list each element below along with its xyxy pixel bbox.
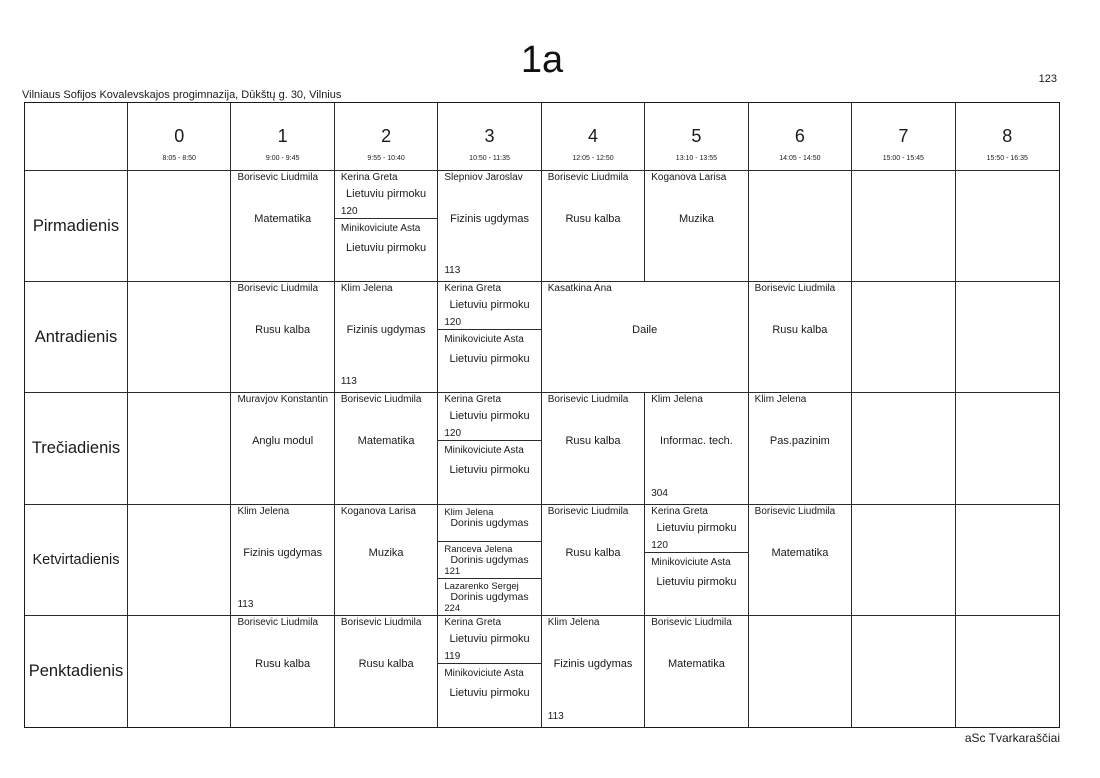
- room-number: 113: [340, 376, 357, 388]
- period-time: 10:50 - 11:35: [469, 155, 510, 162]
- lesson-cell: [645, 616, 748, 727]
- table-corner: [25, 103, 128, 171]
- lesson-group: [438, 663, 540, 727]
- lesson-group: [438, 393, 540, 440]
- teacher-name: Minikoviciute Asta: [340, 223, 421, 234]
- subject-name: Rusu kalba: [772, 324, 828, 337]
- room-number: 113: [547, 710, 564, 722]
- teacher-name: Koganova Larisa: [651, 172, 727, 183]
- lesson-cell: [438, 616, 541, 727]
- subject-name: Dorinis ugdymas: [450, 553, 529, 566]
- footer-credit: aSc Tvarkaraščiai: [964, 731, 1060, 745]
- lesson-cell: [542, 282, 749, 393]
- period-time: 9:55 - 10:40: [367, 155, 405, 162]
- subject-name: Lietuviu pirmoku: [449, 464, 530, 477]
- teacher-name: Borisevic Liudmila: [547, 394, 629, 406]
- empty-cell: [749, 616, 852, 727]
- period-number: 2: [381, 126, 392, 146]
- teacher-name: Klim Jelena: [444, 506, 494, 518]
- lesson-group: [645, 171, 747, 281]
- subject-name: Matematika: [357, 435, 415, 448]
- lesson-cell: [645, 171, 748, 282]
- empty-cell: [749, 171, 852, 282]
- room-number: 224: [444, 602, 461, 614]
- subject-name: Lietuviu pirmoku: [656, 575, 737, 588]
- lesson-group: [335, 282, 437, 392]
- lesson-cell: [542, 616, 645, 727]
- lesson-cell: [645, 505, 748, 616]
- teacher-name: Borisevic Liudmila: [547, 505, 629, 517]
- teacher-name: Kasatkina Ana: [547, 283, 612, 295]
- lesson-group: [231, 505, 333, 615]
- lesson-group: [335, 505, 437, 615]
- subject-name: Fizinis ugdymas: [346, 324, 426, 337]
- empty-cell: [852, 505, 955, 616]
- lesson-cell: [335, 171, 438, 282]
- teacher-name: Klim Jelena: [547, 616, 600, 628]
- subject-name: Lietuviu pirmoku: [449, 353, 530, 366]
- subject-name: Rusu kalba: [565, 435, 621, 448]
- lesson-group: [542, 393, 644, 503]
- period-header: [542, 103, 645, 171]
- subject-name: Rusu kalba: [565, 546, 621, 559]
- subject-name: Rusu kalba: [565, 213, 621, 225]
- lesson-group: [438, 329, 540, 392]
- teacher-name: Kerina Greta: [651, 505, 708, 517]
- teacher-name: Borisevic Liudmila: [237, 283, 319, 295]
- lesson-cell: [749, 505, 852, 616]
- lesson-group: [335, 218, 437, 281]
- period-number: 3: [484, 126, 495, 146]
- lesson-cell: [542, 505, 645, 616]
- subject-name: Rusu kalba: [255, 324, 311, 337]
- lesson-group: [231, 393, 333, 503]
- teacher-name: Slepniov Jaroslav: [444, 172, 523, 183]
- room-number: 120: [340, 206, 358, 217]
- day-label: Pirmadienis: [25, 171, 128, 282]
- lesson-group: [335, 171, 437, 218]
- empty-cell: [956, 616, 1059, 727]
- period-time: 9:00 - 9:45: [265, 155, 300, 162]
- subject-name: Informac. tech.: [660, 435, 733, 448]
- period-time: 12:05 - 12:50: [572, 155, 614, 162]
- empty-cell: [956, 171, 1059, 282]
- teacher-name: Minikoviciute Asta: [444, 445, 524, 457]
- lesson-cell: [542, 393, 645, 504]
- empty-cell: [852, 393, 955, 504]
- lesson-cell: [231, 171, 334, 282]
- lesson-group: [749, 505, 851, 615]
- teacher-name: Borisevic Liudmila: [547, 172, 629, 183]
- lesson-group: [749, 393, 851, 503]
- subject-name: Rusu kalba: [255, 657, 311, 670]
- subject-name: Lietuviu pirmoku: [449, 632, 530, 645]
- teacher-name: Minikoviciute Asta: [444, 667, 524, 679]
- subject-name: Dorinis ugdymas: [450, 590, 529, 603]
- page-number: 123: [1038, 73, 1057, 85]
- room-number: 120: [444, 317, 462, 329]
- subject-name: Lietuviu pirmoku: [346, 242, 427, 254]
- teacher-name: Borisevic Liudmila: [237, 616, 319, 628]
- subject-name: Fizinis ugdymas: [243, 546, 323, 559]
- lesson-group: [542, 505, 644, 615]
- period-number: 4: [587, 126, 598, 146]
- lesson-cell: [438, 282, 541, 393]
- empty-cell: [852, 282, 955, 393]
- empty-cell: [128, 282, 231, 393]
- lesson-group: [542, 616, 644, 727]
- teacher-name: Borisevic Liudmila: [340, 394, 422, 406]
- teacher-name: Klim Jelena: [340, 283, 393, 295]
- lesson-cell: [335, 282, 438, 393]
- subject-name: Anglu modul: [252, 435, 314, 448]
- lesson-group: [749, 282, 851, 392]
- lesson-group: [645, 552, 747, 615]
- period-number: 1: [277, 126, 288, 146]
- teacher-name: Borisevic Liudmila: [237, 172, 319, 183]
- period-time: 14:05 - 14:50: [779, 155, 821, 162]
- lesson-cell: [645, 393, 748, 504]
- room-number: 304: [651, 487, 668, 499]
- lesson-cell: [438, 505, 541, 616]
- period-number: 8: [1002, 126, 1013, 146]
- period-header: [335, 103, 438, 171]
- subject-name: Pas.pazinim: [769, 435, 830, 448]
- subject-name: Rusu kalba: [358, 657, 414, 670]
- empty-cell: [128, 171, 231, 282]
- lesson-group: [231, 171, 333, 281]
- period-header: [128, 103, 231, 171]
- lesson-group: [438, 440, 540, 503]
- subject-name: Fizinis ugdymas: [450, 213, 529, 225]
- lesson-group: [542, 282, 748, 392]
- empty-cell: [128, 616, 231, 727]
- lesson-cell: [335, 393, 438, 504]
- period-number: 0: [174, 126, 185, 146]
- class-title: 1a: [520, 39, 564, 81]
- teacher-name: Minikoviciute Asta: [651, 556, 731, 568]
- room-number: 113: [444, 265, 461, 277]
- empty-cell: [956, 505, 1059, 616]
- teacher-name: Klim Jelena: [754, 394, 807, 406]
- subject-name: Lietuviu pirmoku: [449, 299, 530, 312]
- teacher-name: Lazarenko Sergej: [444, 580, 519, 592]
- lesson-cell: [335, 616, 438, 727]
- period-header: [956, 103, 1059, 171]
- period-header: [749, 103, 852, 171]
- lesson-group: [438, 171, 540, 281]
- lesson-group: [335, 616, 437, 727]
- empty-cell: [128, 393, 231, 504]
- period-header: [645, 103, 748, 171]
- period-time: 15:00 - 15:45: [882, 155, 924, 162]
- period-header: [438, 103, 541, 171]
- period-number: 6: [794, 126, 805, 146]
- lesson-group: [438, 578, 540, 615]
- teacher-name: Kerina Greta: [444, 283, 502, 295]
- lesson-cell: [542, 171, 645, 282]
- lesson-cell: [438, 393, 541, 504]
- subject-name: Lietuviu pirmoku: [449, 686, 530, 699]
- period-number: 7: [898, 126, 909, 146]
- subject-name: Daile: [632, 324, 658, 337]
- day-label: Ketvirtadienis: [25, 505, 128, 616]
- room-number: 113: [237, 598, 254, 610]
- period-time: 15:50 - 16:35: [986, 155, 1028, 162]
- lesson-cell: [231, 282, 334, 393]
- teacher-name: Kerina Greta: [444, 394, 502, 406]
- teacher-name: Muravjov Konstantin: [237, 394, 329, 406]
- room-number: 119: [444, 650, 461, 662]
- subject-name: Muzika: [679, 213, 714, 225]
- teacher-name: Borisevic Liudmila: [340, 616, 422, 628]
- teacher-name: Minikoviciute Asta: [444, 334, 524, 346]
- subject-name: Lietuviu pirmoku: [346, 188, 427, 200]
- period-time: 8:05 - 8:50: [162, 155, 196, 162]
- subject-name: Dorinis ugdymas: [450, 516, 529, 529]
- lesson-group: [438, 505, 540, 541]
- lesson-group: [645, 616, 747, 727]
- room-number: 120: [444, 428, 462, 440]
- teacher-name: Klim Jelena: [237, 505, 290, 517]
- lesson-group: [438, 541, 540, 578]
- timetable-grid: [24, 102, 1060, 728]
- room-number: 121: [444, 565, 461, 577]
- subject-name: Fizinis ugdymas: [553, 657, 633, 670]
- period-time: 13:10 - 13:55: [675, 155, 718, 162]
- school-name: Vilniaus Sofijos Kovalevskajos progimnazija, Dūkštų g. 30, Vilnius: [22, 89, 342, 101]
- subject-name: Matematika: [254, 213, 312, 225]
- lesson-group: [438, 282, 540, 329]
- lesson-cell: [749, 282, 852, 393]
- subject-name: Matematika: [771, 546, 829, 559]
- lesson-group: [645, 505, 747, 552]
- empty-cell: [956, 393, 1059, 504]
- teacher-name: Koganova Larisa: [340, 505, 416, 517]
- lesson-group: [335, 393, 437, 503]
- teacher-name: Kerina Greta: [444, 616, 502, 628]
- day-label: Penktadienis: [25, 616, 128, 727]
- lesson-group: [231, 282, 333, 392]
- room-number: 120: [651, 539, 668, 551]
- teacher-name: Ranceva Jelena: [444, 543, 513, 555]
- subject-name: Lietuviu pirmoku: [449, 410, 530, 423]
- teacher-name: Kerina Greta: [340, 172, 398, 183]
- period-number: 5: [691, 126, 702, 146]
- lesson-cell: [231, 616, 334, 727]
- lesson-cell: [231, 505, 334, 616]
- lesson-cell: [438, 171, 541, 282]
- empty-cell: [128, 505, 231, 616]
- day-label: Antradienis: [25, 282, 128, 393]
- lesson-cell: [335, 505, 438, 616]
- empty-cell: [852, 616, 955, 727]
- teacher-name: Borisevic Liudmila: [754, 283, 836, 295]
- lesson-cell: [749, 393, 852, 504]
- lesson-group: [645, 393, 747, 503]
- lesson-group: [438, 616, 540, 663]
- lesson-group: [231, 616, 333, 727]
- teacher-name: Klim Jelena: [651, 394, 703, 406]
- teacher-name: Borisevic Liudmila: [651, 616, 732, 628]
- subject-name: Muzika: [368, 546, 404, 559]
- empty-cell: [852, 171, 955, 282]
- period-header: [231, 103, 334, 171]
- empty-cell: [956, 282, 1059, 393]
- day-label: Trečiadienis: [25, 393, 128, 504]
- period-header: [852, 103, 955, 171]
- subject-name: Matematika: [668, 657, 725, 670]
- lesson-cell: [231, 393, 334, 504]
- subject-name: Lietuviu pirmoku: [656, 521, 737, 534]
- lesson-group: [542, 171, 644, 281]
- teacher-name: Borisevic Liudmila: [754, 505, 836, 517]
